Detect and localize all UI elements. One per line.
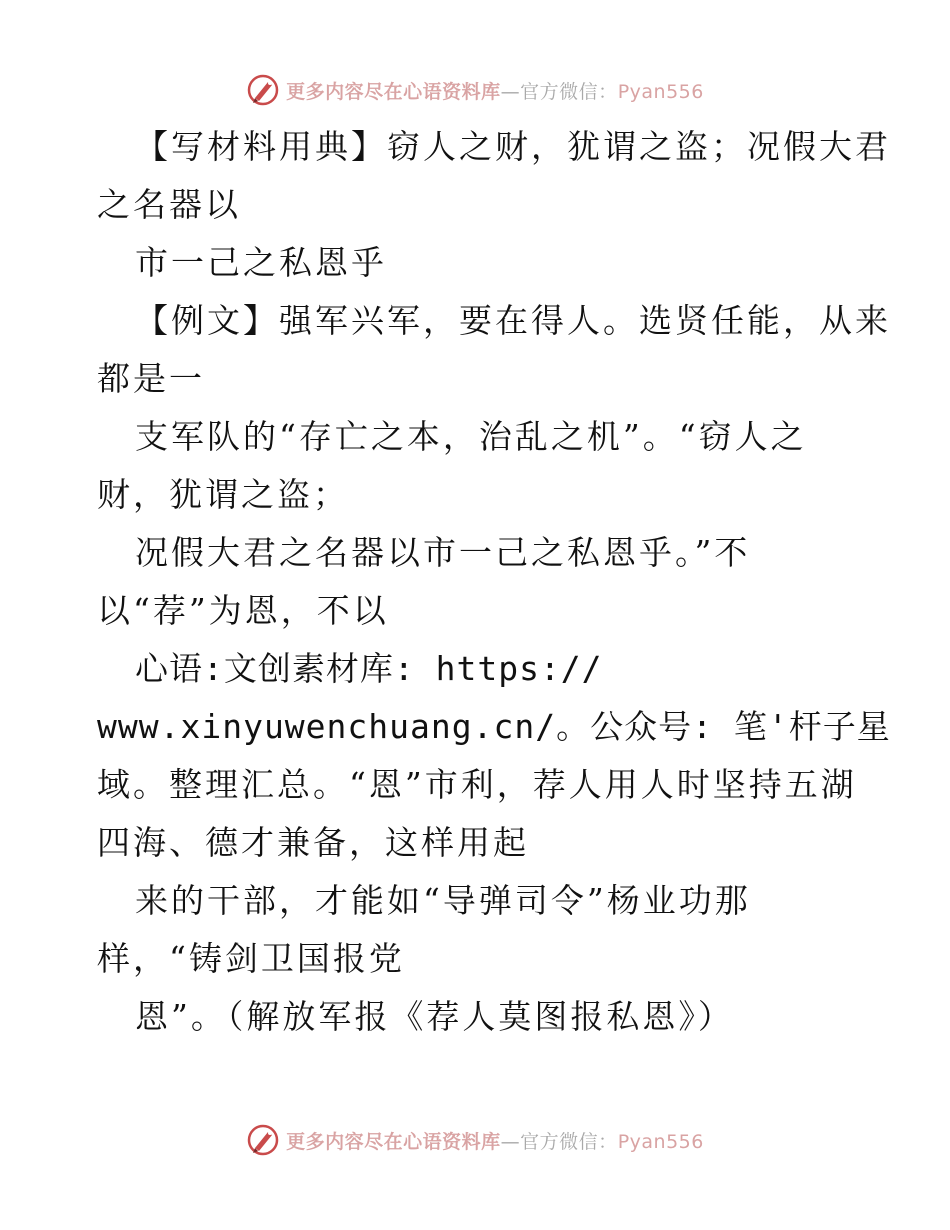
body-line-16: 恩”。（解放军报《荐人莫图报私恩》）	[135, 997, 734, 1036]
body-line-9: 以“荐”为恩，不以	[97, 591, 389, 630]
footer-slogan	[286, 1127, 704, 1154]
body-line-3: 市一己之私恩乎	[135, 243, 387, 282]
body-line-1: 【写材料用典】窃人之财，犹谓之盗；况假大君	[135, 127, 891, 166]
body-line-14: 来的干部，才能如“导弹司令”杨业功那	[135, 881, 751, 920]
body-line-10: 心语:文创素材库: https://	[135, 649, 603, 688]
header-slogan-dash: —	[500, 80, 521, 103]
body-line-2: 之名器以	[97, 185, 241, 224]
footer-slogan-wechat-id: Pyan556	[617, 1130, 704, 1153]
body-line-15: 样，“铸剑卫国报党	[97, 939, 405, 978]
body-line-13: 四海、德才兼备，这样用起	[97, 823, 529, 862]
pen-logo-icon	[246, 1123, 280, 1157]
footer-slogan-dash: —	[500, 1130, 521, 1153]
header-banner	[0, 70, 950, 110]
body-line-8: 况假大君之名器以市一己之私恩乎。”不	[135, 533, 751, 572]
body-line-11: www.xinyuwenchuang.cn/。公众号: 笔'杆子星	[97, 707, 891, 746]
header-slogan	[286, 77, 704, 104]
pen-logo-icon	[246, 73, 280, 107]
header-slogan-wechat-label: 官方微信：	[520, 80, 618, 103]
body-line-4: 【例文】强军兴军，要在得人。选贤任能，从来	[135, 301, 891, 340]
body-line-5: 都是一	[97, 359, 205, 398]
body-line-7: 财，犹谓之盗；	[97, 475, 349, 514]
header-slogan-wechat-id: Pyan556	[617, 80, 704, 103]
body-line-12: 域。整理汇总。“恩”市利，荐人用人时坚持五湖	[97, 765, 857, 804]
footer-slogan-wechat-label: 官方微信：	[520, 1130, 618, 1153]
footer-slogan-main: 更多内容尽在心语资料库	[286, 1130, 501, 1153]
header-slogan-main: 更多内容尽在心语资料库	[286, 80, 501, 103]
footer-banner	[0, 1120, 950, 1160]
body-line-6: 支军队的“存亡之本，治乱之机”。“窃人之	[135, 417, 807, 456]
